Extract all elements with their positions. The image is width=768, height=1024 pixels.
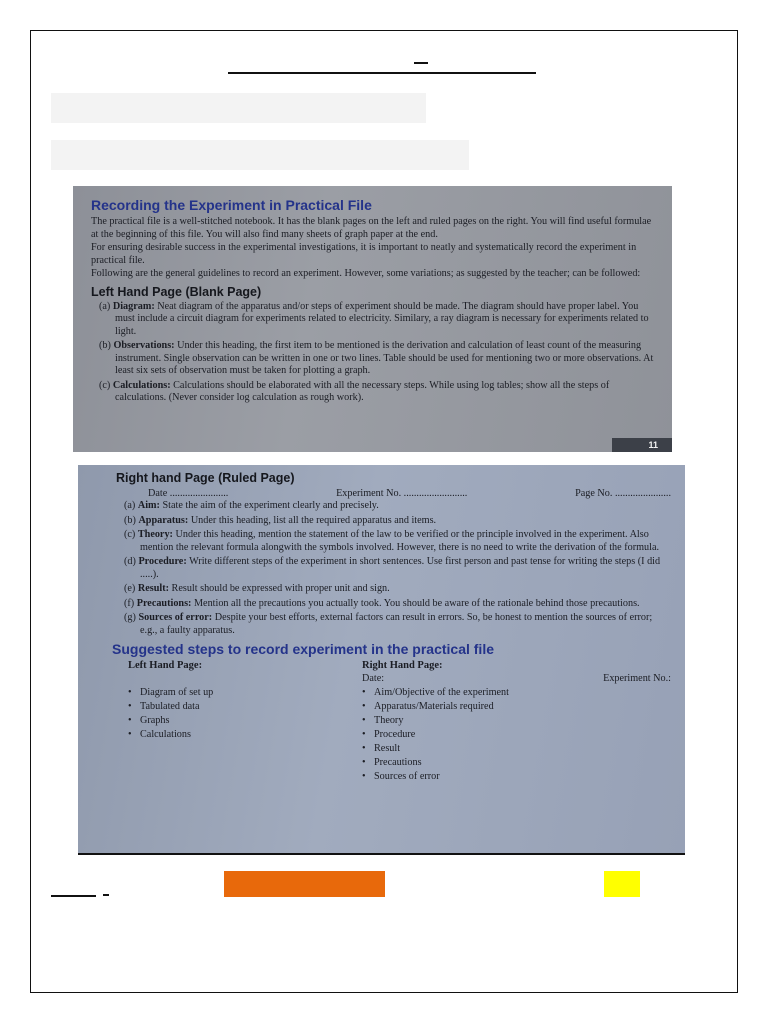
- page-line: Page No. ......................: [575, 488, 671, 499]
- suggested-steps-heading: Suggested steps to record experiment in the practical file: [112, 641, 494, 657]
- list-item: • Precautions: [362, 756, 671, 770]
- list-item-diagram: [91, 301, 658, 339]
- item-label: (c): [124, 529, 136, 540]
- item-term: Result:: [137, 583, 169, 594]
- textbook-photo-left-page: [73, 186, 672, 452]
- item-text: Neat diagram of the apparatus and/or steps of experiment should be made. The diagram should have proper label. You must include a circuit diagram for experiments related to electricity. Similary, a ray diagram is necessary for experiments related to light.: [115, 300, 649, 337]
- item-text: Under this heading, list all the required apparatus and items.: [190, 514, 437, 526]
- item-label: (c): [99, 379, 111, 391]
- list-item-procedure: [116, 556, 671, 581]
- item-term: Theory:: [137, 529, 173, 540]
- item-label: (f): [124, 597, 135, 609]
- paragraph-2: For ensuring desirable success in the experimental investigations, it is important to neatly and systematically record the experiment in practical file.: [91, 242, 637, 266]
- right-hand-title: Right Hand Page:: [362, 660, 443, 671]
- right-hand-column: [362, 660, 671, 784]
- list-item: • Procedure: [362, 728, 671, 742]
- item-term: Procedure:: [138, 556, 187, 567]
- footer-underline: [51, 895, 96, 897]
- section-heading: Recording the Experiment in Practical File: [91, 197, 372, 213]
- item-label: (a): [124, 500, 136, 511]
- list-item-apparatus: [116, 515, 671, 528]
- redacted-block-1: [51, 93, 426, 123]
- title-underline: [228, 72, 536, 74]
- list-item: • Calculations: [128, 728, 362, 742]
- list-item: • Apparatus/Materials required: [362, 700, 671, 714]
- item-text: Result should be expressed with proper unit and sign.: [171, 583, 390, 594]
- left-page-subheading: Left Hand Page (Blank Page): [91, 284, 262, 299]
- page-number: 11: [612, 438, 672, 452]
- left-hand-column: [116, 660, 362, 784]
- date-line: Date .......................: [148, 488, 229, 499]
- item-term: Precautions:: [136, 597, 192, 609]
- left-hand-title: Left Hand Page:: [128, 660, 203, 671]
- item-label: (b): [124, 514, 136, 526]
- item-label: (a): [99, 300, 111, 312]
- redacted-block-2: [51, 140, 469, 170]
- title-dash: [414, 62, 428, 64]
- list-item-observations: [91, 340, 658, 378]
- list-item: • Diagram of set up: [128, 686, 362, 700]
- list-item: • Tabulated data: [128, 700, 362, 714]
- item-text: Under this heading, mention the statement of the law to be verified or the principle involved in the experiment. Also mention the relevant formula alongwith the symbols involved. However, there is no need to write the derivation of the formula.: [140, 529, 660, 553]
- list-item-aim: [116, 500, 671, 513]
- item-text: Despite your best efforts, external factors can result in errors. So, be honest to mention the sources of error; e.g., a faulty apparatus.: [140, 612, 653, 636]
- textbook-photo-right-page: [78, 465, 685, 853]
- orange-highlight-block: [224, 871, 385, 897]
- item-text: Write different steps of the experiment in short sentences. Use first person and past tense for writing the steps (I did .....).: [140, 556, 661, 580]
- yellow-highlight-block: [604, 871, 640, 897]
- list-item-result: [116, 583, 671, 596]
- list-item-sources-of-error: [116, 612, 671, 637]
- item-label: (e): [124, 583, 136, 594]
- ruled-page-header-row: [148, 487, 671, 500]
- item-term: Sources of error:: [138, 612, 213, 623]
- item-term: Diagram:: [112, 300, 155, 312]
- item-label: (b): [99, 340, 111, 351]
- item-term: Apparatus:: [138, 514, 189, 526]
- list-item-precautions: [116, 598, 671, 611]
- list-item: • Graphs: [128, 714, 362, 728]
- list-item: • Sources of error: [362, 770, 671, 784]
- list-item: • Aim/Objective of the experiment: [362, 686, 671, 700]
- suggested-steps-columns: [116, 660, 671, 784]
- item-label: (d): [124, 556, 136, 567]
- list-item-calculations: [91, 380, 658, 405]
- list-item: • Result: [362, 742, 671, 756]
- right-date: Date:: [362, 673, 385, 684]
- item-term: Observations:: [113, 340, 175, 351]
- list-item-theory: [116, 529, 671, 554]
- item-text: Mention all the precautions you actually took. You should be aware of the rationale behind those precautions.: [193, 597, 640, 609]
- paragraph-3: Following are the general guidelines to record an experiment. However, some variations; as suggested by the teacher; can be followed:: [91, 268, 641, 279]
- item-term: Calculations:: [112, 379, 171, 391]
- date-experiment-row: [362, 672, 671, 686]
- right-experiment: Experiment No.:: [603, 673, 671, 684]
- list-item: • Theory: [362, 714, 671, 728]
- item-label: (g): [124, 612, 136, 623]
- item-text: Under this heading, the first item to be mentioned is the derivation and calculation of least count of the measuring instrument. Single observation can be written in one or two lines. Table should be used for mentioning two or more observations. At least six sets of observation must be taken for plotting a graph.: [115, 340, 654, 376]
- right-page-heading: Right hand Page (Ruled Page): [116, 471, 295, 485]
- experiment-line: Experiment No. .........................: [336, 488, 468, 499]
- footer-dash: [103, 894, 109, 896]
- item-text: State the aim of the experiment clearly and precisely.: [162, 500, 379, 511]
- item-text: Calculations should be elaborated with all the necessary steps. While using log tables; show all the steps of calculations. (Never consider log calculation as rough work).: [115, 379, 610, 403]
- horizontal-rule: [78, 853, 685, 855]
- item-term: Aim:: [137, 500, 160, 511]
- paragraph-1: The practical file is a well-stitched notebook. It has the blank pages on the left and ruled pages on the right. You will find useful formulae at the beginning of this file. You will also find many sheets of graph paper at the end.: [91, 216, 652, 240]
